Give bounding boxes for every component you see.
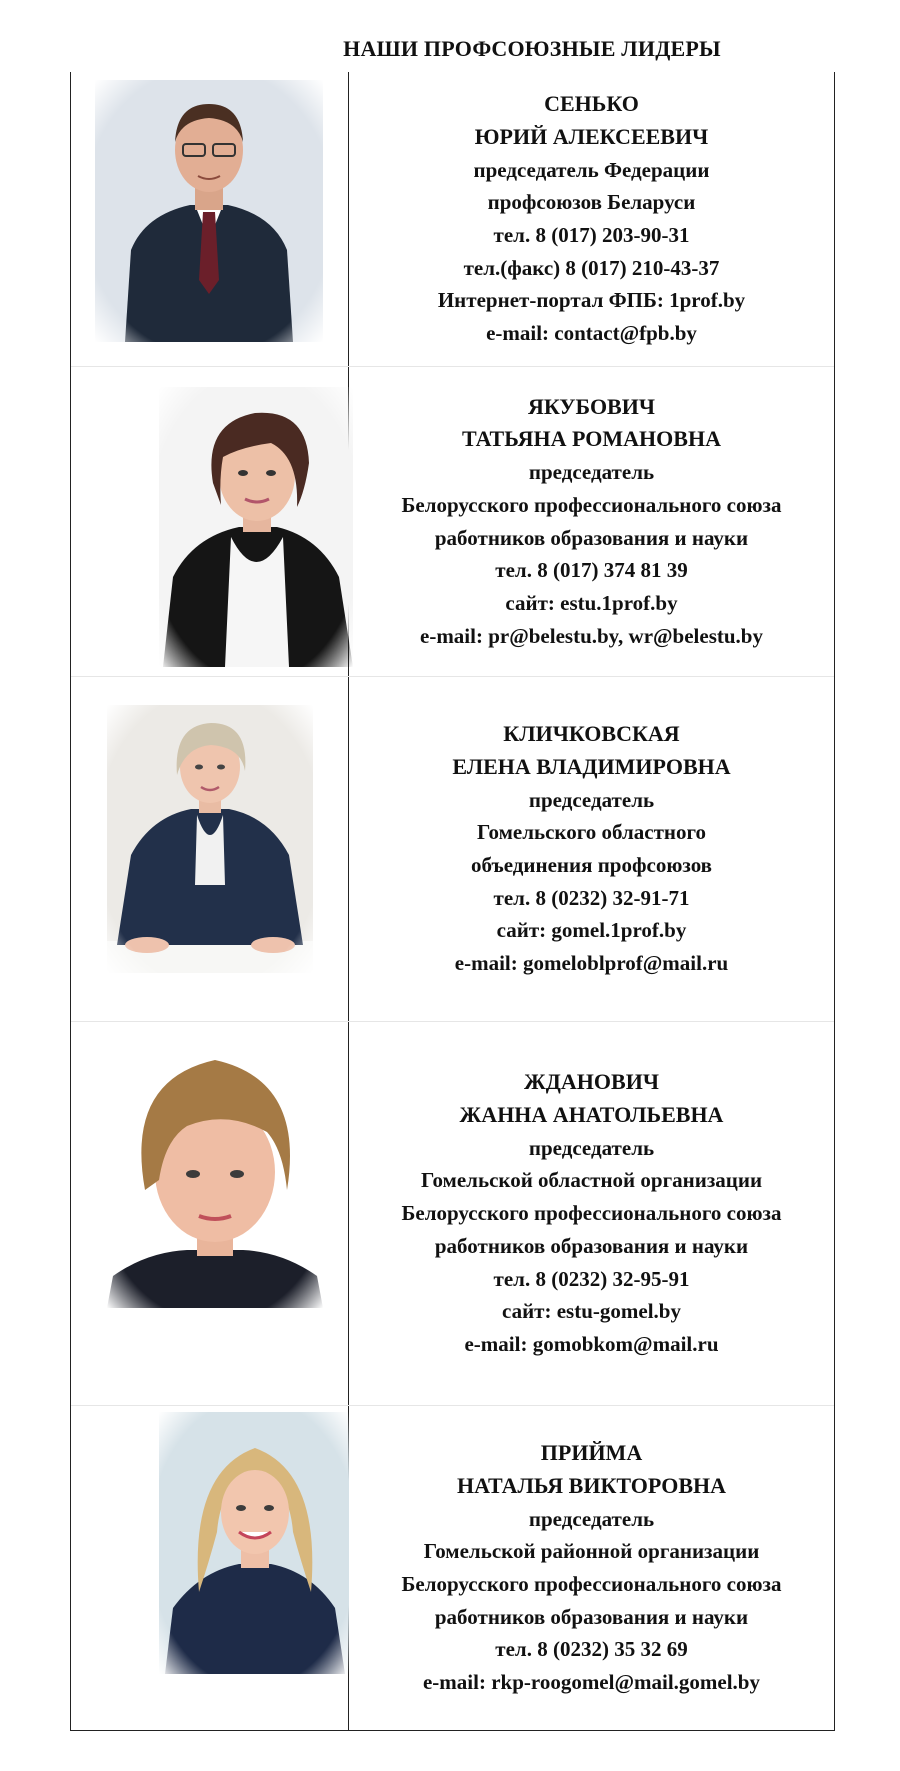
leader-organization: Белорусского профессионального союза <box>401 1201 782 1226</box>
leader-row <box>71 1022 834 1405</box>
leader-info <box>349 1406 834 1730</box>
leader-organization: профсоюзов Беларуси <box>487 190 696 215</box>
leader-first-names: ЕЛЕНА ВЛАДИМИРОВНА <box>452 753 731 779</box>
leader-organization: Белорусского профессионального союза <box>401 1572 782 1596</box>
photo-cell <box>71 72 348 366</box>
leader-email[interactable]: e-mail: rkp-roogomel@mail.gomel.by <box>422 1670 760 1695</box>
leader-first-names: НАТАЛЬЯ ВИКТОРОВНА <box>456 1472 727 1498</box>
leader-organization: Белорусского профессионального союза <box>401 492 782 517</box>
leader-organization: работников образования и науки <box>434 1233 749 1258</box>
leader-info <box>349 367 834 676</box>
leader-website[interactable]: сайт: gomel.1prof.by <box>496 918 687 943</box>
portrait-photo <box>159 1412 349 1674</box>
leader-surname: ЖДАНОВИЧ <box>524 1069 659 1095</box>
leader-row <box>71 677 834 1021</box>
leader-website[interactable]: сайт: estu-gomel.by <box>502 1299 681 1324</box>
leader-phone: тел. 8 (017) 203-90-31 <box>493 223 690 247</box>
leader-fax: тел.(факс) 8 (017) 210-43-37 <box>463 255 720 280</box>
leader-position: председатель <box>528 460 655 485</box>
leader-email[interactable]: e-mail: gomobkom@mail.ru <box>464 1331 719 1356</box>
leader-position: председатель <box>528 1506 655 1531</box>
photo-cell <box>71 1022 348 1405</box>
leader-first-names: ЖАННА АНАТОЛЬЕВНА <box>459 1102 724 1128</box>
photo-cell <box>71 677 348 1021</box>
leader-organization: Гомельского областного <box>476 820 707 845</box>
leader-position: председатель <box>528 1135 655 1160</box>
leader-website[interactable]: сайт: estu.1prof.by <box>505 590 678 615</box>
photo-cell <box>71 367 348 676</box>
leader-position: председатель Федерации <box>473 157 710 182</box>
leader-first-names: ЮРИЙ АЛЕКСЕЕВИЧ <box>474 123 709 149</box>
leader-phone: тел. 8 (0232) 32-91-71 <box>493 885 690 910</box>
leader-email[interactable]: e-mail: contact@fpb.by <box>486 321 697 346</box>
leader-info <box>349 677 834 1021</box>
leader-email[interactable]: e-mail: gomeloblprof@mail.ru <box>454 951 729 976</box>
portrait-man-in-suit <box>95 80 323 342</box>
leader-position: председатель <box>528 787 655 812</box>
leader-organization: работников образования и науки <box>434 525 749 550</box>
portrait-woman-headshot <box>107 1040 323 1308</box>
portrait-photo <box>107 1040 323 1308</box>
leader-organization: работников образования и науки <box>434 1604 749 1629</box>
leader-row <box>71 1406 834 1730</box>
portrait-photo <box>95 80 323 342</box>
leader-row <box>71 367 834 676</box>
leader-first-names: ТАТЬЯНА РОМАНОВНА <box>462 426 721 452</box>
leader-phone: тел. 8 (0232) 35 32 69 <box>495 1637 688 1662</box>
leader-phone: тел. 8 (017) 374 81 39 <box>495 558 688 583</box>
page-title: НАШИ ПРОФСОЮЗНЫЕ ЛИДЕРЫ <box>343 36 721 61</box>
portrait-woman-seated-at-desk <box>107 705 313 973</box>
leader-email[interactable]: e-mail: pr@belestu.by, wr@belestu.by <box>420 623 763 648</box>
leaders-table <box>70 72 835 1731</box>
leader-surname: СЕНЬКО <box>544 91 639 117</box>
leader-info <box>349 1022 834 1405</box>
leader-organization: объединения профсоюзов <box>470 853 713 877</box>
leader-info <box>349 72 834 366</box>
leader-organization: Гомельской областной организации <box>420 1168 763 1193</box>
leader-phone: тел. 8 (0232) 32-95-91 <box>493 1266 690 1291</box>
photo-cell <box>71 1406 348 1730</box>
leader-surname: ПРИЙМА <box>540 1440 643 1466</box>
portrait-woman-blonde <box>159 1412 349 1674</box>
portrait-woman-dark-blazer <box>159 387 353 667</box>
portrait-photo <box>159 387 353 667</box>
leader-surname: ЯКУБОВИЧ <box>528 393 655 419</box>
leader-surname: КЛИЧКОВСКАЯ <box>503 721 680 747</box>
leader-row <box>71 72 834 366</box>
portrait-photo <box>107 705 313 973</box>
leader-organization: Гомельской районной организации <box>423 1539 760 1564</box>
leader-website[interactable]: Интернет-портал ФПБ: 1prof.by <box>437 288 746 313</box>
